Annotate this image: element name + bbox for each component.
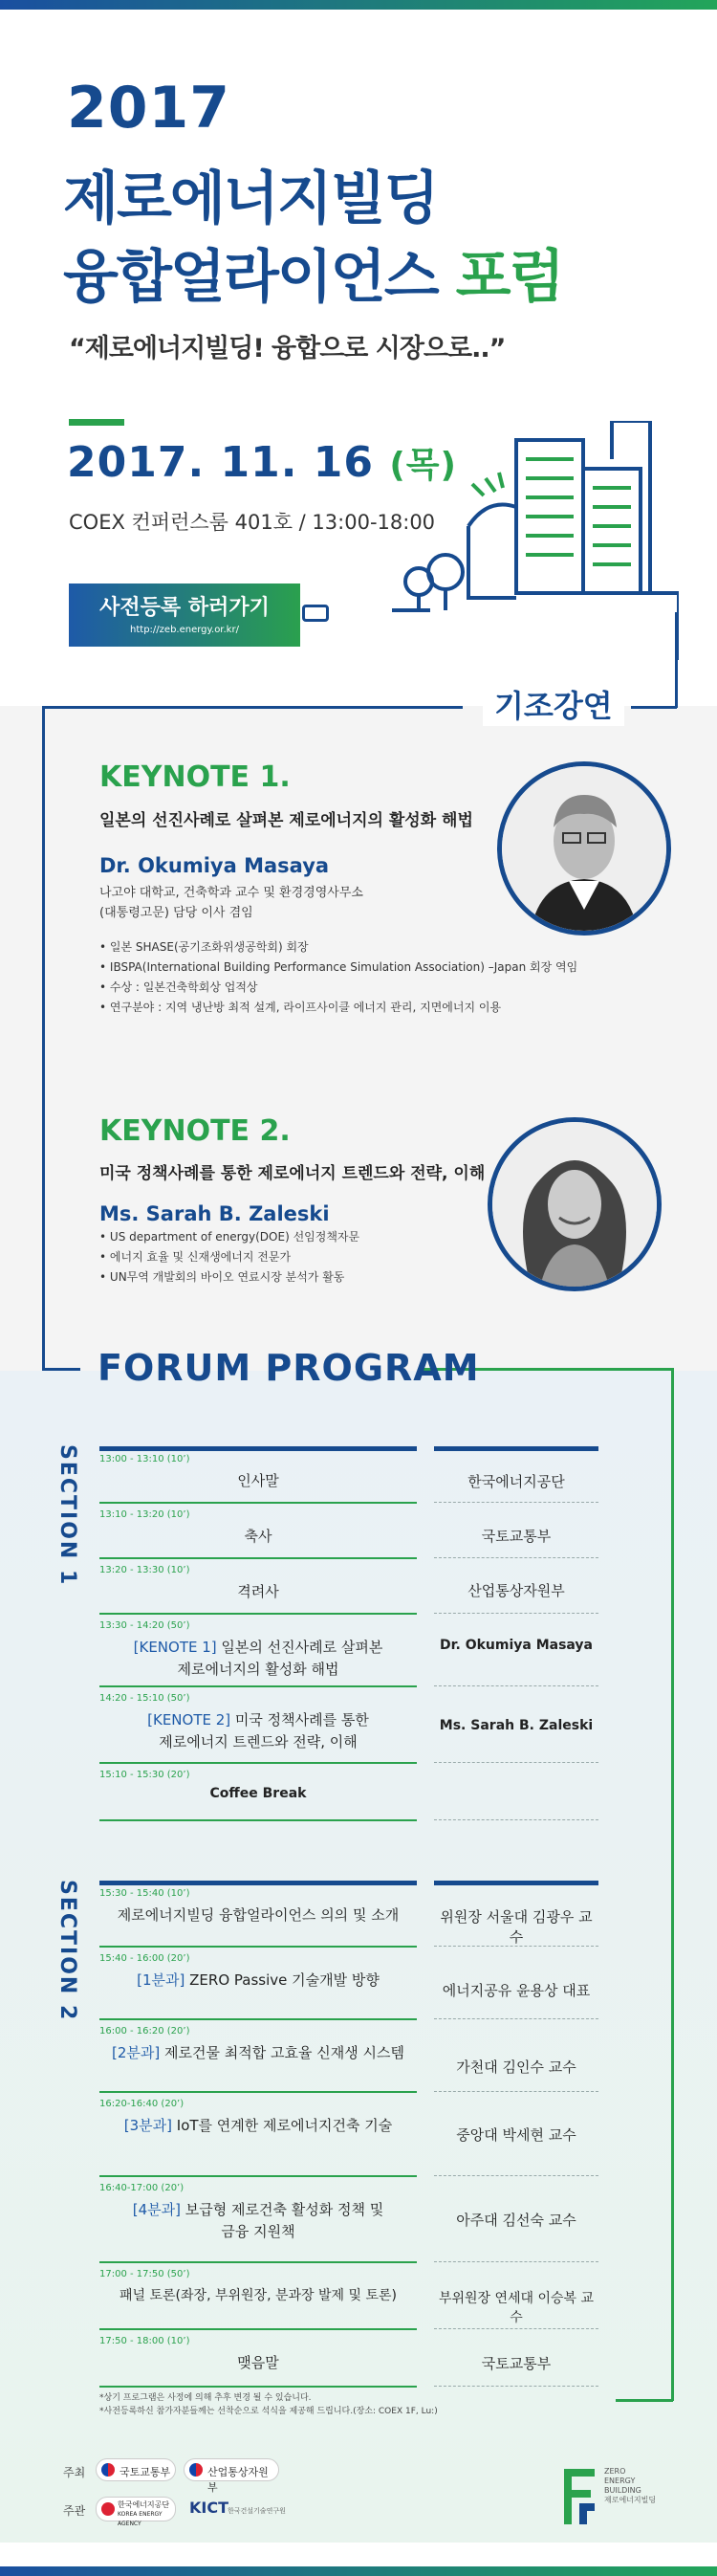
frame-line	[42, 706, 45, 1371]
row-tag: [2분과]	[112, 2044, 161, 2061]
keynote2-bullet: • 에너지 효율 및 신재생에너지 전문가	[99, 1247, 359, 1267]
city-buildings-icon	[392, 421, 679, 660]
row-title: 맺음말	[237, 2354, 279, 2371]
row-divider	[434, 1819, 598, 1820]
row-time: 17:00 - 17:50 (50’)	[99, 2269, 190, 2279]
row-speaker: 중앙대 박세현 교수	[456, 2126, 576, 2144]
row-divider	[434, 2328, 598, 2329]
row-title-text: 일본의 선진사례로 살펴본	[216, 1639, 383, 1656]
program-row	[99, 1949, 417, 1990]
program-row	[99, 2332, 417, 2372]
row-time: 15:10 - 15:30 (20’)	[99, 1770, 190, 1780]
section2-label: SECTION 2	[55, 1880, 79, 2022]
program-row	[99, 1689, 417, 1751]
frame-line	[42, 706, 463, 709]
row-speaker: 아주대 김선숙 교수	[456, 2212, 576, 2229]
row-divider	[434, 2091, 598, 2092]
row-speaker: 위원장 서울대 김광우 교수	[440, 1908, 593, 1946]
energy-agency-icon	[101, 2502, 115, 2516]
register-label: 사전등록 하러가기	[99, 596, 270, 620]
kict-name: 한국건설기술연구원	[228, 2507, 286, 2515]
row-title-line2: 제로에너지의 활성화 해법	[177, 1661, 339, 1678]
row-speaker: 한국에너지공단	[467, 1473, 565, 1490]
row-title-text: 보급형 제로건축 활성화 정책 및	[181, 2201, 384, 2218]
section2-bar	[434, 1881, 598, 1885]
keynote2-subtitle: 미국 정책사례를 통한 제로에너지 트렌드와 전략, 이해	[99, 1164, 486, 1183]
bottom-gradient-bar	[0, 2566, 717, 2576]
organizer-label: 주관	[63, 2504, 86, 2518]
top-gradient-bar	[0, 0, 717, 10]
event-year: 2017	[67, 75, 230, 142]
row-time: 14:20 - 15:10 (50’)	[99, 1693, 190, 1704]
keynote1-bullet: • 수상 : 일본건축학회상 업적상	[99, 978, 577, 998]
date-day: (목)	[389, 446, 457, 485]
program-row	[99, 2179, 417, 2241]
row-title: 제로에너지빌딩 융합얼라이언스 의의 및 소개	[117, 1906, 400, 1924]
keynote2-name: Ms. Sarah B. Zaleski	[99, 1202, 330, 1225]
row-time: 15:40 - 16:00 (20’)	[99, 1953, 190, 1964]
row-speaker: 가천대 김인수 교수	[456, 2059, 576, 2076]
zeb-text-line: ZERO	[604, 2467, 626, 2476]
row-time: 16:00 - 16:20 (20’)	[99, 2026, 190, 2037]
program-row	[99, 1617, 417, 1679]
taegeuk-icon	[189, 2463, 203, 2477]
slogan: “제로에너지빌딩! 융합으로 시장으로..”	[69, 334, 506, 363]
row-divider	[99, 1685, 417, 1687]
row-divider	[99, 2328, 417, 2330]
keynote2-bullet: • UN무역 개발회의 바이오 연료시장 분석가 활동	[99, 1267, 359, 1288]
title-part-a: 융합얼라이언스	[63, 244, 456, 311]
row-time: 13:30 - 14:20 (50’)	[99, 1620, 190, 1631]
keynote1-subtitle: 일본의 선진사례로 살펴본 제로에너지의 활성화 해법	[99, 811, 473, 830]
row-divider	[99, 1946, 417, 1948]
taegeuk-icon	[101, 2463, 115, 2477]
row-tag: [KENOTE 2]	[147, 1711, 231, 1728]
program-notes	[99, 2391, 438, 2418]
row-title: 격려사	[237, 1583, 279, 1600]
row-divider	[434, 1613, 598, 1614]
keynote2-label: KEYNOTE 2.	[99, 1114, 291, 1148]
host1-name: 국토교통부	[120, 2466, 171, 2478]
keynote1-bullet: • IBSPA(International Building Performance Simulation Association) –Japan 회장 역임	[99, 958, 577, 978]
keynote2-bullets	[99, 1227, 359, 1288]
row-speaker: 부위원장 연세대 이승복 교수	[438, 2291, 595, 2325]
row-speaker: Ms. Sarah B. Zaleski	[439, 1718, 594, 1733]
row-title	[99, 1970, 417, 1990]
keynote1-label: KEYNOTE 1.	[99, 760, 291, 794]
program-row	[99, 2265, 417, 2304]
row-time: 17:50 - 18:00 (10’)	[99, 2336, 190, 2346]
row-divider	[99, 2261, 417, 2263]
keynote-section-title: 기조강연	[483, 682, 624, 726]
keynote1-desc	[99, 883, 363, 923]
row-divider	[434, 1557, 598, 1558]
row-divider	[434, 1685, 598, 1686]
org1-name-en: KOREA ENERGY AGENCY	[118, 2511, 163, 2527]
speaker1-portrait-icon	[502, 766, 666, 931]
program-row	[99, 1561, 417, 1601]
zeb-text-line: 제로에너지빌딩	[604, 2496, 657, 2504]
keynote1-name: Dr. Okumiya Masaya	[99, 854, 330, 877]
frame-line	[42, 1368, 80, 1371]
row-divider	[434, 1946, 598, 1947]
row-title-text: IoT를 연계한 제로에너지건축 기술	[172, 2117, 393, 2134]
speaker2-photo	[488, 1117, 662, 1291]
row-divider	[434, 2261, 598, 2262]
date-text: 2017. 11. 16	[67, 438, 390, 487]
zeb-text	[604, 2467, 656, 2505]
row-divider	[99, 1502, 417, 1504]
zeb-text-line: BUILDING	[604, 2486, 641, 2495]
row-divider	[99, 2175, 417, 2177]
row-title	[99, 2042, 417, 2062]
zeb-logo-icon	[558, 2463, 600, 2530]
row-speaker: 국토교통부	[481, 2355, 552, 2372]
row-divider	[434, 2386, 598, 2387]
row-time: 13:20 - 13:30 (10’)	[99, 1565, 190, 1575]
program-row	[99, 1450, 417, 1490]
divider-dash	[69, 419, 124, 426]
keynote1-desc-line: (대통령고문) 담당 이사 겸임	[99, 906, 253, 920]
keynote1-bullet: • 일본 SHASE(공기조화위생공학회) 회장	[99, 937, 577, 958]
row-divider	[99, 1613, 417, 1615]
frame-line	[631, 706, 677, 709]
row-title	[99, 2199, 417, 2219]
row-divider	[99, 2386, 417, 2388]
program-row	[99, 2022, 417, 2062]
row-title: Coffee Break	[209, 1786, 307, 1801]
row-title	[99, 1709, 417, 1729]
row-title-text: 미국 정책사례를 통한	[230, 1711, 369, 1728]
kict-logo: KICT	[189, 2499, 229, 2517]
row-title	[99, 2115, 417, 2135]
row-title	[99, 1637, 417, 1657]
row-divider	[434, 1502, 598, 1503]
frame-line	[616, 2399, 673, 2402]
row-tag: [3분과]	[123, 2117, 172, 2134]
row-title: 축사	[244, 1528, 272, 1545]
row-title: 패널 토론(좌장, 부위원장, 분과장 발제 및 토론)	[120, 2288, 397, 2303]
section1-bar	[434, 1446, 598, 1451]
row-tag: [4분과]	[132, 2201, 181, 2218]
speaker2-portrait-icon	[492, 1122, 657, 1287]
note-line: *사전등록하신 참가자분들께는 선착순으로 석식을 제공해 드립니다.(장소: COEX 1F, Lu:)	[99, 2407, 438, 2416]
row-divider	[434, 2018, 598, 2019]
row-speaker: 국토교통부	[481, 1528, 552, 1545]
row-divider	[99, 1819, 417, 1821]
org1-name: 한국에너지공단	[118, 2500, 170, 2509]
note-line: *상기 프로그램은 사정에 의해 추후 변경 될 수 있습니다.	[99, 2393, 312, 2403]
section1-label: SECTION 1	[55, 1444, 79, 1587]
plug-icon	[302, 605, 329, 622]
host2-name: 산업통상자원부	[207, 2466, 269, 2494]
row-speaker: 에너지공유 윤용상 대표	[442, 1982, 591, 1999]
row-divider	[99, 2018, 417, 2020]
register-button[interactable]	[69, 583, 300, 647]
row-title-line2: 금융 지원책	[221, 2223, 295, 2240]
keynote2-bullet: • US department of energy(DOE) 선임정책자문	[99, 1227, 359, 1247]
row-tag: [KENOTE 1]	[133, 1639, 217, 1656]
row-title-text: 제로건물 최적합 고효율 신재생 시스템	[160, 2044, 404, 2061]
program-row	[99, 1766, 417, 1801]
event-title-line1: 제로에너지빌딩	[63, 165, 438, 232]
row-title-line2: 제로에너지 트렌드와 전략, 이해	[159, 1733, 358, 1750]
keynote1-bullet: • 연구분야 : 지역 냉난방 최적 설계, 라이프사이클 에너지 관리, 지면에너지 이용	[99, 998, 577, 1018]
row-time: 16:40-17:00 (20’)	[99, 2183, 185, 2193]
row-divider	[99, 2091, 417, 2093]
row-time: 13:00 - 13:10 (10’)	[99, 1454, 190, 1464]
row-divider	[99, 1762, 417, 1764]
row-tag: [1분과]	[137, 1971, 185, 1989]
row-divider	[434, 1762, 598, 1763]
program-row	[99, 1884, 417, 1925]
row-title-text: ZERO Passive 기술개발 방향	[185, 1971, 380, 1989]
row-speaker: 산업통상자원부	[467, 1582, 565, 1599]
row-title: 인사말	[237, 1472, 279, 1489]
program-title: FORUM PROGRAM	[98, 1347, 480, 1389]
keynote1-bullets	[99, 937, 577, 1018]
row-speaker: Dr. Okumiya Masaya	[439, 1638, 594, 1653]
row-time: 13:10 - 13:20 (10’)	[99, 1509, 190, 1520]
bottom-bar	[0, 2543, 717, 2576]
event-venue: COEX 컨퍼런스룸 401호 / 13:00-18:00	[69, 511, 436, 534]
program-row	[99, 2095, 417, 2135]
title-part-b: 포럼	[455, 244, 563, 311]
speaker1-photo	[497, 761, 671, 936]
zeb-text-line: ENERGY	[604, 2477, 636, 2485]
program-row	[99, 1506, 417, 1546]
zeb-logo	[558, 2463, 663, 2530]
event-title-line2	[63, 231, 563, 314]
frame-line	[671, 1368, 674, 2401]
row-time: 15:30 - 15:40 (10’)	[99, 1888, 190, 1899]
row-divider	[99, 1557, 417, 1559]
row-time: 16:20-16:40 (20’)	[99, 2099, 185, 2109]
frame-line	[675, 612, 678, 708]
keynote1-desc-line: 나고야 대학교, 건축학과 교수 및 환경경영사무소	[99, 886, 363, 900]
register-url: http://zeb.energy.or.kr/	[130, 625, 239, 635]
host-label: 주최	[63, 2466, 86, 2479]
row-divider	[434, 2175, 598, 2176]
